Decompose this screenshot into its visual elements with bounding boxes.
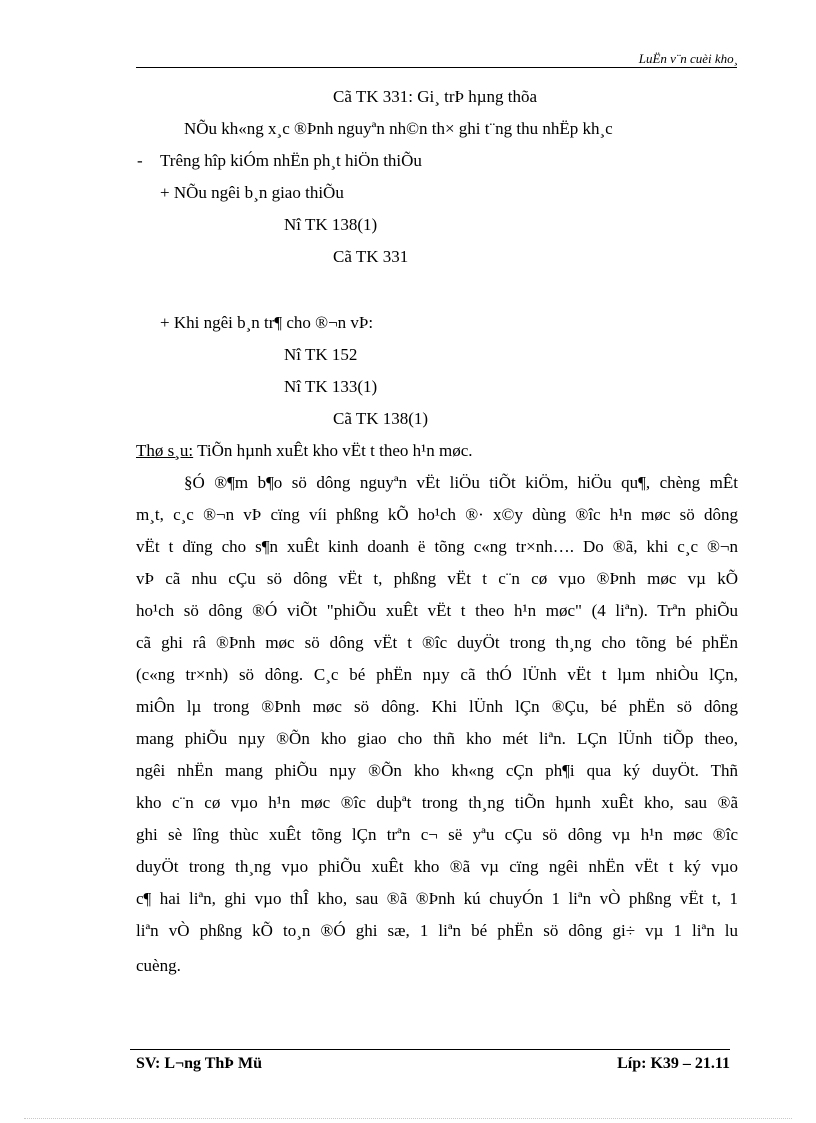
paragraph-line: liªn vÒ phßng kÕ to¸n ®Ó ghi sæ, 1 liªn bé phËn sö dông gi÷ vµ 1 liªn lu — [136, 921, 738, 940]
page-edge-divider — [24, 1118, 792, 1119]
paragraph-last-line: cuèng. — [136, 956, 181, 975]
paragraph-line: c¶ hai liªn, ghi vµo thÎ kho, sau ®ã ®Þnh kú chuyÓn 1 liªn vÒ phßng vËt t, 1 — [136, 889, 738, 908]
paragraph-line: (c«ng tr×nh) sö dông. C¸c bé phËn nµy cã thÓ lÜnh vËt t lµm nhiÒu lÇn, — [136, 665, 738, 684]
text-line-seller-returns: + Khi ngêi b¸n tr¶ cho ®¬n vÞ: — [160, 313, 374, 332]
paragraph-line: duyÖt trong th¸ng vµo phiÕu xuÊt kho ®ã vµ cïng ngêi nhËn vËt t ký vµo — [136, 857, 738, 876]
text-line-debit-138: Nî TK 138(1) — [284, 215, 378, 234]
paragraph-line: m¸t, c¸c ®¬n vÞ cïng víi phßng kÕ ho¹ch ®· x©y dùng ®îc h¹n møc sö dông — [136, 505, 738, 524]
footer-class: Líp: K39 – 21.11 — [617, 1055, 730, 1072]
text-line-debit-152: Nî TK 152 — [284, 345, 358, 364]
footer-student: SV: L¬ng ThÞ Mü — [136, 1055, 263, 1072]
paragraph-line: ghi sè lîng thùc xuÊt tõng lÇn trªn c¬ së yªu cÇu sö dông vµ h¹n møc ®îc — [136, 825, 738, 844]
list-dash: - — [137, 151, 143, 170]
running-header: LuËn v¨n cuèi kho¸ — [638, 51, 738, 66]
paragraph-line: ho¹ch sö dông ®Ó viÕt "phiÕu xuÊt vËt t theo h¹n møc" (4 liªn). Trªn phiÕu — [136, 601, 738, 620]
section-label: Thø s¸u: — [136, 441, 194, 460]
header-rule — [136, 67, 737, 68]
paragraph-line: cã ghi râ ®Þnh møc sö dông vËt t ®îc duyÖt trong th¸ng cho tõng bé phËn — [136, 633, 738, 652]
paragraph-line: miÔn lµ trong ®Þnh møc sö dông. Khi lÜnh lÇn ®Çu, bé phËn sö dông — [136, 697, 738, 716]
footer-rule — [130, 1049, 730, 1050]
paragraph-line: ngêi nhËn mang phiÕu nµy ®Õn kho kh«ng cÇn ph¶i qua ký duyÖt. Thñ — [136, 761, 738, 780]
text-line-credit-138: Cã TK 138(1) — [333, 409, 429, 428]
text-line-seller-short: + NÕu ngêi b¸n giao thiÕu — [160, 183, 344, 202]
section-title: TiÕn hµnh xuÊt kho vËt t theo h¹n møc. — [193, 441, 473, 460]
text-line-income: NÕu kh«ng x¸c ®Þnh nguyªn nh©n th× ghi t¨ng thu nhËp kh¸c — [184, 119, 613, 138]
paragraph-line: §Ó ®¶m b¶o sö dông nguyªn vËt liÖu tiÕt kiÖm, hiÖu qu¶, chèng mÊt — [184, 473, 738, 492]
paragraph-line: vÞ cã nhu cÇu sö dông vËt t, phßng vËt t c¨n cø vµo ®Þnh møc vµ kÕ — [136, 569, 738, 588]
section-heading — [136, 441, 473, 461]
paragraph-line: vËt t dïng cho s¶n xuÊt kinh doanh ë tõng c«ng tr×nh…. Do ®ã, khi c¸c ®¬n — [136, 537, 738, 556]
paragraph-line: kho c¨n cø vµo h¹n møc ®îc duþªt trong th¸ng tiÕn hµnh xuÊt kho, sau ®ã — [136, 793, 738, 812]
text-line-debit-133: Nî TK 133(1) — [284, 377, 378, 396]
text-line-credit-331: Cã TK 331: Gi¸ trÞ hµng thõa — [333, 87, 538, 106]
text-line-credit-331b: Cã TK 331 — [333, 247, 409, 266]
text-line-shortage-case: Trêng hîp kiÓm nhËn ph¸t hiÖn thiÕu — [160, 151, 422, 170]
paragraph-line: mang phiÕu nµy ®Õn kho giao cho thñ kho mét liªn. LÇn lÜnh tiÕp theo, — [136, 729, 738, 748]
